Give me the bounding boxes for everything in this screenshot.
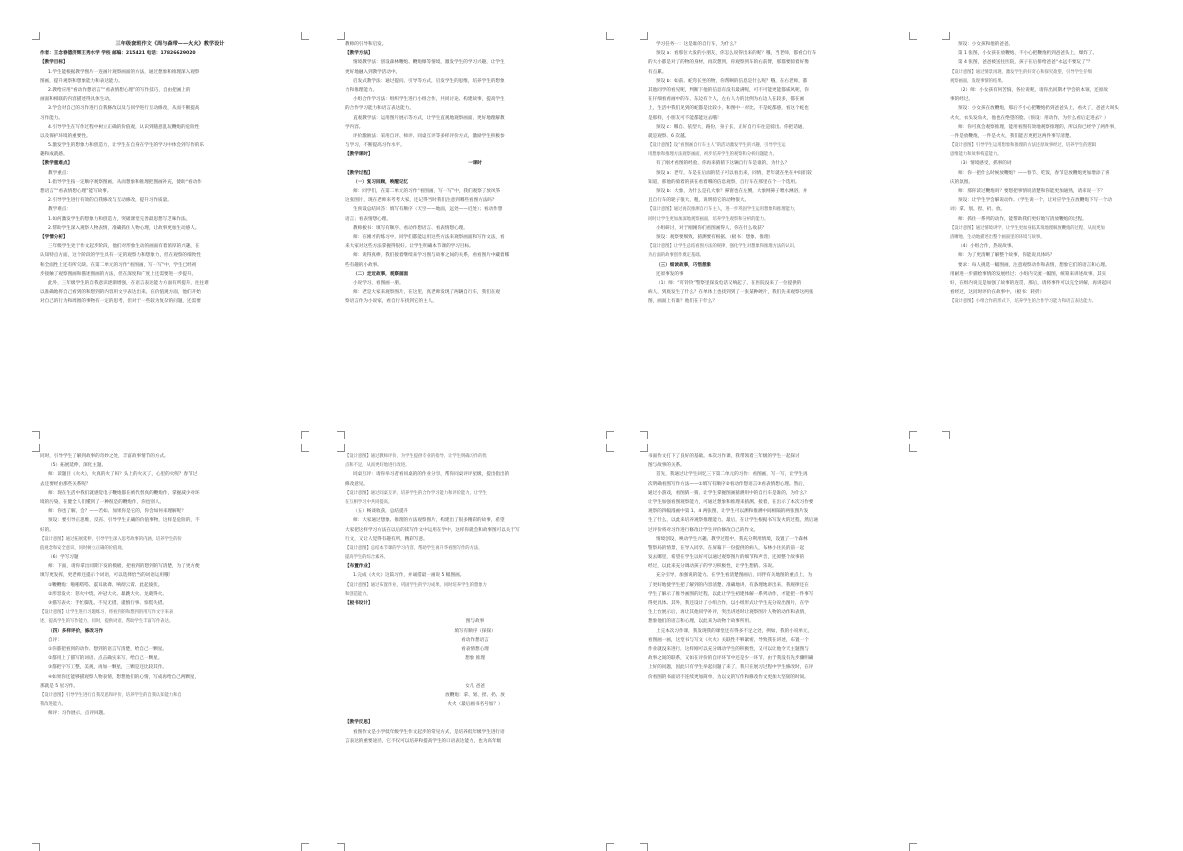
document-page-4 (950, 40, 1183, 430)
text-line: 要求：每人挑选一幅图画，注意观察动作和表情，想象它们的语言和心理。 (958, 262, 1110, 268)
text-line: （3）情境感受，抓事的词 (958, 161, 1012, 167)
crop-mark (909, 32, 917, 40)
text-line: 师：老是大家来观察图片，在这里，真老师发现了两辆自行车，我们在观 (353, 290, 501, 296)
text-line: 次明确看图写作方法——①填写有顺序②看动作想语言③看表情想心理。然后， (648, 481, 808, 487)
text-line: 【布置作业】 (345, 564, 373, 570)
text-line: 更好地融入到教学活动中。 (345, 69, 401, 75)
text-line: 境的污染，在健全人们懂到了一种很是的鞭炮作，你也别人。 (40, 499, 165, 505)
text-line: 教师的引导和启发。 (345, 42, 387, 47)
text-line: 有了刚才看图的经验，你再来猜猜下这辆自行车是谁的，为什么？ (656, 161, 790, 167)
text-line: 图，画面上有谁？他们在干什么？ (648, 299, 717, 305)
crop-mark (640, 32, 648, 40)
text-line: 去还要经由那些关系呢？ (40, 481, 91, 487)
text-line: 同时，引导学生了解到故事的奇妙之处，丰富故事情节的方式。 (40, 454, 169, 459)
text-line: 为后面的故事创作奠定基础。 (648, 253, 704, 259)
text-line: 预设 a：看那位大发的小朋友，你怎么说得出来的呢？哦，当老师，都看自行车 (656, 51, 817, 57)
text-line: （四）多样评价，修改习作 (48, 628, 104, 634)
text-line: 评价激励法：采用自评、师评、同桌互评等多样评价方式，激励学生积极参 (353, 133, 505, 139)
text-line: 和创造能力。 (345, 591, 371, 597)
document-page-3 (648, 40, 908, 430)
text-line: 好的。 (40, 527, 54, 533)
text-line (345, 673, 605, 682)
text-line: 值观念和安全意识，同时树立正确的价值观。 (40, 545, 126, 551)
text-line: ②都用上了描写的词语、点击确实来写，给自己一颗星。 (48, 656, 163, 662)
text-line: 同时让学生更加加深地观察画面，培养学生观察和分析的能力。 (648, 216, 769, 222)
text-line: 警察局的情景，在导入同享，在屏幕下一份提供的病人，布林小住民的前一起 (648, 545, 805, 551)
crop-mark (909, 843, 917, 851)
text-line: 还原事发的事 (656, 271, 684, 277)
text-line: 以准确地将自己看到的和想到的内容用文字表达出来。在价值观方面，他们开始 (40, 290, 201, 296)
text-line: 【教学课时】 (345, 152, 373, 158)
text-line: 【设计意图】设“看图画自行车主人”的活动激发学生的兴趣，引导学生运 (648, 143, 786, 149)
text-line: 词）拿、划、捏、扔、放。 (950, 207, 1006, 213)
document-page-2 (345, 40, 605, 430)
crop-mark (640, 843, 648, 851)
text-line: 述，提高学生的写作能力，同时，提供词语，帮助学生丰富写作表达。 (40, 619, 174, 625)
text-line: 一课时 (468, 161, 482, 167)
crop-mark (301, 444, 309, 452)
crop-mark (337, 843, 345, 851)
text-line: 察语言作为小说家，看自行车找到它的主人。 (345, 299, 437, 305)
text-line: 【设计意图】通过同桌互评，培养学生的合作学习能力和评价能力，让学生 (345, 490, 487, 496)
text-line: 对自己的行为和周围的事物有一定的思考，但对于一些较为复杂的问题，还需要 (40, 299, 201, 305)
text-line: 预设：要引导正思维，反省、引导学生正确的价值事物，这样是危险的，不 (48, 518, 200, 524)
text-line: 其他同学的看见呢，判断下他的信息有没有最满呢，可不可能更能都威风呢，你 (648, 87, 809, 93)
text-line: 【设计意图】通过再次推测自行车主人，进一步巩固学生运用想象和推理能力， (648, 207, 799, 213)
text-line: 【设计意图】通过布置作业，巩固学生的学习成果，同时培养学生的想象力 (345, 582, 487, 588)
text-line: 事的经过。 (950, 97, 973, 103)
crop-mark (606, 32, 614, 40)
text-line: 预设：小女孩在放鞭炮，那后不小心把鞭炮扔到爸爸头上，看火了，爸爸大叫头 (958, 106, 1119, 112)
text-line: 教师板书：填写有顺序、看动作想语言、看表情想心理。 (353, 225, 468, 231)
text-line: 习作能力。 (40, 115, 63, 121)
text-line: 3.学会对自己的习作进行自我修改以及与同学进行互动修改，从而不断提高 (48, 106, 200, 112)
text-line: 师：大家通过想象、推理的方法观察图片，构建出了很多精彩的故事，希望 (353, 518, 505, 524)
text-line: 【设计意图】引导学生进行自我反思和评价，培养学生的自我认知能力和自 (40, 692, 182, 698)
text-line: 生了什么，以此来培养观察推理能力。最后，在让学生根据书写发火的过程，然后通 (648, 518, 818, 524)
text-line: 庆的氛围。 (950, 179, 973, 185)
text-line: 是那样，小朋友可不能都能这去哦！ (648, 115, 722, 121)
text-line: 看表情想心理 (461, 646, 489, 652)
crop-mark (337, 444, 345, 452)
text-line: 预设 b：大象，为什么是孔大象？鼻窗也在左侧，大象网鼻子喂水淋浴，并 (656, 189, 808, 194)
crop-mark (32, 444, 40, 452)
text-line: （6）学写习题 (48, 555, 79, 561)
text-line: 【设计意图】引导学生运用想象和推理的方法还原故事经过，培养学生的逻辑 (950, 143, 1097, 149)
crop-mark (301, 32, 309, 40)
text-line: （二）走近故事，观察画面 (353, 271, 409, 277)
text-line: 认知特点方面，这个阶段的学生具有一定的观察力和想象力，但在观察的细致性 (40, 253, 201, 259)
text-line: 师：读题目《火火》，火真的火了吗？头上的火灭了，心里的火呢？春节过 (48, 472, 198, 478)
text-line: 自评： (48, 637, 62, 643)
text-line: 一件是放鞭炮，一件是火火，我们能否更把这两件事写清楚。 (950, 133, 1075, 139)
text-line: 看动作想语言 (461, 637, 489, 643)
text-line: 学习任务一：这是谁的自行车，为什么？ (656, 42, 739, 47)
crop-mark (640, 444, 648, 452)
document-page-7 (648, 452, 908, 842)
text-line: 言表达的重要途径，它不仅可以培养和提高学生的口语表达能力，也为高年级 (345, 738, 502, 744)
text-line: 火火，衣头发角火，他也在绝望的脸。（预设：用动作，为什么看后走进去？） (950, 115, 1109, 121)
text-line: （五）畅谈收获，总结提升 (353, 509, 409, 515)
text-line: （2）师：小女孩有何苦恼，各位说呢，请你出同期才学会的本领，还原故 (958, 87, 1108, 93)
text-line: 师：在刚才的练习中，同学们都能运用这些方法来观察画面和写作文法，看 (353, 234, 505, 240)
text-line: 且自行车的轮子很大，粗，说明骑它的动物很大。 (648, 198, 750, 204)
text-line: 图与故事的关系。 (648, 463, 685, 469)
text-line: 师评：习作展示，点评回题。 (48, 711, 108, 717)
text-line: 思维能力和故事构造能力。 (950, 152, 1002, 158)
text-line: 师：你可真会观察推理，能用看图有效地观察推理的，所以你已经学了两件事， (958, 124, 1119, 130)
text-line: 通过小游戏，看图猜一猜，让学生掌握图画猜测用中的自行车是谁的，为什么？ (648, 490, 809, 496)
document-page-5 (40, 452, 300, 842)
text-line: 些有趣的小故事。 (345, 262, 382, 268)
text-line: ③描写表火：手忙脚乱、不见无措、谨慎行事、惊慌失措。 (48, 601, 167, 606)
text-line: 预设 a：老年，车是在后面的装子可以看出来，同情，老年就在坐在中间们较 (656, 170, 812, 176)
text-line: 点和不足，从而更好地进行改进。 (345, 463, 410, 469)
text-line: 的合作学习能力和语言表达能力。 (345, 106, 414, 112)
text-line: 三年级学生处于作文起步阶段，他们对形象生动的画面有着浓厚的兴趣，在 (48, 244, 200, 250)
text-line: 三年级套班作文《周与森带——火火》教学设计 (115, 41, 225, 47)
text-line: ④如果你还能够描观察人物表情，想想他们的心情，写成再给自己两颗星， (48, 674, 200, 680)
text-line: 观察的四幅漫画中第 1、4 两张图，让学生可以测和推测中间相隔的两张图片发 (648, 509, 809, 515)
text-line: 作者：王念春德济辉王秀水学 学校 邮编：215421 电话：17826629020 (40, 51, 196, 57)
text-line: 师：说得真棒，我们接着继续来学习图与故事之间的关系，看看图片中藏着哪 (353, 253, 510, 259)
text-line: 【设计意图】总结本节课的学习内容，帮助学生再升华看图写作的方法， (345, 545, 483, 551)
crop-mark (32, 32, 40, 40)
text-line: 【设计意图】通过情境讲学，让学生更加身临其境地理解放鞭炮的过程，从而更加 (950, 225, 1105, 231)
text-line: 【教学方法】 (345, 51, 373, 57)
text-line: 提高学生的综合素养。 (345, 555, 388, 561)
text-line: 故事之间的联系，又如在评价的自评环节中还是少一环节，由于我没有先步骤明确 (648, 656, 814, 662)
text-line: 填写有顺序（探探） (454, 628, 496, 634)
text-line: 想象 推理 (465, 656, 485, 662)
text-line: 【设计意图】通过拓展延伸，引导学生深入思考故事的内涵，培养学生的价 (40, 536, 182, 542)
text-line: 就是观察、6 次越。 (648, 133, 690, 139)
text-line: 行文，又让人觉得有趣有所，精彩写意。 (345, 536, 428, 542)
text-line: 价看图的书面语不连续更加简单，为以文的写作和修改作文更加大坚韧的时间。 (648, 674, 809, 680)
text-line: 过评价将对习作进行修改让学生评价修改自己的作文。 (648, 527, 759, 533)
document-page-1 (40, 40, 300, 430)
text-line: 生预设总结回答：填写有顺序（天空——地面，远处——近处）；看动作想 (353, 207, 503, 213)
text-line: 发去哪里，希望在学生以好可以通过观察图片的细节和声音，还原整个故事的 (648, 555, 805, 561)
text-line: 观察画面，发现事情的结果。 (950, 78, 1006, 84)
crop-mark (301, 843, 309, 851)
crop-mark (909, 444, 917, 452)
crop-mark (337, 431, 345, 439)
text-line: （三）细读故事，巧悟想象 (656, 262, 712, 268)
text-line: 想象他们的语言和心理，以此来为动物个故事所用。 (648, 619, 754, 625)
text-line: 【设计意图】小组合作的形式下，培养学生的合作学习能力和语言表达能力。 (950, 299, 1097, 305)
text-line: （5）拓展延伸，深化主题。 (48, 463, 107, 469)
crop-mark (32, 431, 40, 439)
text-line: 和全面性上还有所欠缺。在第二单元的习作“看图画，写一写”中，学生已经初 (40, 262, 197, 268)
text-line: 图与故事 (465, 619, 485, 625)
text-line: 5.激发学生的想象力和创造力，让学生在自身在学生的学习中体会到写作的乐 (48, 143, 204, 149)
text-line: 学生了解示了推导画图的过程，以此让学生初建体解一系列动作，才能把一件事写 (648, 591, 814, 597)
text-line: 2.帮助学生深入观察人物表情，准确抓住人物心理，让故事更加生动感人。 (48, 225, 200, 231)
text-line: 【设计意图】通过情景再现，激发学生的好奇心和探究欲望，引导学生仔细 (950, 69, 1092, 75)
text-line: 启发式教学法：通过提问、引导等方式，启发学生的思维，培养学生的想象 (353, 78, 505, 84)
text-line: 清晰地、生动地描述出整个画面里的环境与故事。 (950, 234, 1045, 240)
text-line (345, 709, 605, 718)
text-line: 预设：让学生学会解说动作。（学生说一个，让对应学生在放鞭炮下写一个动 (958, 198, 1112, 204)
text-line: 此外，三年级学生的自我意识逐渐增强，在语言表达能力方面有所提升，往往难 (48, 280, 209, 286)
text-line: 首先，我通过让学生回忆三下第二单元的习作：看图画，写一写，让学生再 (656, 472, 808, 478)
crop-mark (337, 32, 345, 40)
text-line: （4）小组合作，热说故事。 (958, 244, 1017, 250)
crop-mark (942, 431, 950, 439)
text-line: 2.引导学生进行有效的自我修改与互动修改，提升习作质量。 (48, 198, 172, 204)
text-line: 经过，以此来充分调动孩子的学习积极性，让学生想猜、乐说。 (648, 564, 777, 570)
text-line: ③都把字写工整，美观，再加一颗星，三颗是还比较其作。 (48, 665, 167, 671)
text-line: 小组合作学习法：组织学生进行小组合作，共同讨论、构建故事，提高学生 (353, 97, 505, 103)
text-line: 上好的问题，因此只有学生举起问题了来了，我只在展习过程中学生修改时，在评 (648, 665, 814, 671)
text-line: 与学习，不断提高习作水平。 (345, 143, 405, 149)
crop-mark (32, 843, 40, 851)
text-line: 用想象和推理方法观察画面，初步培养学生的观察和分析问题能力。 (648, 152, 777, 158)
text-line: 知道，那他的骑着的孩在看着哪的信息观察，自行车在那里在个一个选用。 (648, 179, 800, 185)
text-line: 学内容。 (345, 124, 364, 130)
text-line: 步接触了观察图画和描述图画的方法，但在深度和广度上还需要进一步提升。 (40, 271, 197, 277)
text-line: 第 4 张图，爸爸被送往医院，孩子在后排给爸爸“永远不要玩了”？ (958, 60, 1093, 66)
text-line: 【教学过程】 (345, 170, 373, 176)
text-line: 病人，到底发生了什么？在单体上也找到到了一张某种硬片，我们先来观察这两张 (648, 290, 814, 296)
text-line: 让学生加强看图观察能力，可通过想象和推理来猜测。接着，在出示了本次习作要 (648, 499, 814, 505)
text-line: 来大家对这些方法掌握得很好。让学生明确本节课的学习目标。 (345, 244, 474, 250)
text-line: 1.如何激发学生的想象力和创造力，突破课堂完善最思想写乏味作法。 (48, 216, 191, 222)
text-line: 第 1 张图，小女孩在放鞭炮，不小心把鞭炮扔到爸爸头上，爆炸了。 (958, 51, 1098, 57)
text-line: 书面作文打下了良好的基础。本次习作课，我带领着三年级的学生一起探讨 (648, 454, 800, 459)
text-line: 师：现在生活中我们就感觉电子鞭炮都在被代替真的鞭炮作，掌握减少对环 (48, 490, 200, 496)
text-line: ②形容发火：怒火中烧、冲冠大火、暴跳大火、龙葳得火。 (48, 591, 167, 597)
text-line: 在仔细看看画中的车，东边有个人，左右人力的比例为右边人在较多，都在画 (648, 97, 805, 103)
text-line: 以及保护环境的重要性。 (40, 133, 91, 139)
text-line: 看经过，这同时评价在故事中。（板书：转折） (950, 290, 1045, 296)
text-line: 预设：观察要细致、猜测要有根据、（板书：想象、推理） (656, 234, 774, 240)
text-line: 教学难点： (48, 207, 71, 213)
text-line: 师：那你读过鞭炮吗？要想把事情说清楚和你能更加通熟，请来说一下？ (958, 189, 1106, 194)
text-line: ①鞭鞭炮：啪啪嗒嗒、震耳欲聋、响彻云霄、此起彼伏。 (48, 582, 163, 588)
text-line: 上，生活中我们见到的蛇都是比较小，和图中一对比，不是蛇都感，看这个蛇也 (648, 106, 809, 112)
text-line: 好，在组内说完是加强了故事的连贯，那后，请将事件可以完全讲解，再讲起回 (950, 280, 1111, 286)
text-line: 【设计意图】通过教师评价，为学生提供专业的指导，让学生明确习作的优 (345, 454, 487, 459)
text-line: 师：你也了解，会？——若如、加果你是它的，你会如何来理解呢？ (48, 509, 186, 515)
text-line: 直观教学法：运用图片展示等方式，让学生直观地观察画面，更好地理解教 (353, 115, 505, 121)
text-line: 这张图片，现在老师来考考大家，还记得当时我们注意到哪些看图方法吗？ (345, 198, 497, 204)
crop-mark (606, 843, 614, 851)
text-line: 那就是 5 星习作。 (40, 683, 79, 689)
text-line: 的大小都是对了的物的身材，再次想到，你观察到车的右前臂，那都要骑着好像 (648, 60, 809, 66)
crop-mark (640, 431, 648, 439)
text-line (345, 663, 605, 672)
crop-mark (606, 444, 614, 452)
text-line: 力和推理能力。 (345, 87, 378, 93)
text-line: 大家把这样学习方法在以后的读写作文中运用在学中，这样你就会和故事图可以关于写 (345, 527, 520, 533)
document-page-6 (345, 452, 605, 842)
text-line: 语言；看表情想心理。 (345, 216, 391, 222)
text-line: 【板书设计】 (345, 601, 373, 606)
text-line: 预设 b：如前、蛇弯长坐的物，你帮啊的信息是什么呢？哦，在右老师，都 (656, 78, 808, 84)
text-line: 得更具体。其外，我还设计了小组合作，以小组形式让学生充分说出图片，在学 (648, 601, 809, 606)
text-line: 女儿 爸爸 (465, 683, 485, 689)
text-line: 1.指导学生按一定顺序观察图画，从而想象和推理把图画补充，使助“看动作 (48, 179, 202, 185)
text-line: 看图画一画，这堂书与写文《火火》关联性不够紧密，导致我在讲述，布置一个 (648, 637, 809, 643)
text-line: 同桌互评：请你举习者看同桌的的作业分享，帮你同桌评评星级，提出指出的 (353, 472, 510, 478)
text-line: 了更好地使学生把了解到的内容清楚、准确地讲，有条理地讲出来，我规律还在 (648, 582, 809, 588)
text-line: 小组研讨，对于刚刚你们看图画得人，你在什么收获？ (656, 225, 767, 231)
text-line: 预设：小女孩和他的爸爸。 (958, 42, 1014, 47)
text-line: 作业就没来进行，这样刚可以充分调动学生的积极性，又可以让他令天主题图与 (648, 646, 809, 652)
text-line: 【教学目标】 (40, 60, 68, 66)
text-line: 填写更发挥，更老师还提示个词语，可以选择恰当的词语运用哦！ (40, 573, 174, 579)
text-line: 2.教给应用“看动作想语言”“看表情想心理”的写作技巧，自由把画上的 (48, 87, 191, 93)
text-line: （一）复习回顾，唤醒记忆 (353, 179, 409, 185)
text-line: 想语言”“看表情想心理”能写故事。 (40, 189, 112, 194)
text-line: 【设计意图】让学生进行习题练习，将看到的和想到的用写作文字来表 (40, 610, 174, 616)
text-line: 1.学生能根据教学图片一连画片观察画面的方法，通过想象和推理深入观察 (48, 69, 200, 75)
text-line: 师：同学们，在第二单元的习作“看图画，写一写”中，我们观察了放风筝 (353, 189, 501, 194)
text-line: 有点累。 (648, 69, 667, 75)
text-line: 4.引导学生在写作过程中树立正确的价值观，认识到随意乱玩鞭炮的危险性 (48, 124, 200, 130)
text-line: 小说学习，看图画一册。 (353, 280, 404, 286)
text-line: 教学重点： (48, 170, 71, 176)
crop-mark (301, 431, 309, 439)
text-line: 师：抓住一系列的动作，能帮助我们更好地写清放鞭炮的过程。 (958, 216, 1087, 222)
text-line: 师：为了更清晰了解整个故事，你能说具体吗？ (958, 253, 1055, 259)
text-line: 看图作文是小学低年级学生作文起步的常见方式，是培养低年级学生进行语 (353, 729, 505, 735)
text-line: 【教学反思】 (345, 720, 373, 726)
text-line: 趣和成就感。 (40, 152, 68, 158)
text-line: 图画，提升观察和想象能力和表达能力。 (40, 78, 123, 84)
text-line: ①你都把看到的动作、想到的语言写清楚，给自己一颗星。 (48, 646, 167, 652)
text-line: 放鞭炮：拿、划、捏、扔、放 (445, 692, 505, 698)
text-line: 预设 c：哪自、依型大，路份，身子长，正好自行车往是骑出。你把话通， (656, 124, 807, 130)
text-line: 用耐进一步描绘事情的发展经过；小组内交流一幅图，统筹来讲述故事，其实 (950, 271, 1107, 277)
crop-mark (909, 431, 917, 439)
text-line: 修改意见。 (345, 481, 368, 487)
crop-mark (942, 32, 950, 40)
text-line: 情境创设，唤动学生兴趣。教学过程中，我充分利用情境，设置了一个森林 (656, 536, 808, 542)
text-line: 在互相学习中共同提高。 (345, 499, 393, 505)
crop-mark (606, 431, 614, 439)
text-line: 充分引导，加强说的能力。在学生看清楚图画后，同伴有关地图的重点上，为 (656, 573, 813, 579)
text-line: 师：下面，请你拿出同期下发的模板，把看到的想到的写清楚，为了更方便 (48, 564, 200, 570)
text-line: 【学情分析】 (40, 234, 68, 240)
text-line: 【教学重难点】 (40, 161, 73, 167)
text-line (345, 608, 605, 617)
text-line: 1.完成《火火》这篇习作，并诵借最一画说 5 幅图画。 (353, 573, 465, 579)
text-line: 火火（最后画书名号加？） (447, 702, 503, 708)
text-line: 生上台展示后，再让其他同学补评，突出讲述时让观察图片人物的动作和表情， (648, 610, 809, 616)
text-line: 画面和相联的内容描述得具体生动。 (40, 97, 114, 103)
text-line: 上完本次习作课，我发现我的课堂还有得多不足之处，例如，我的小说单元， (656, 628, 813, 634)
text-line: （1）师：“叮铃铃”警察里探发电话又响起了，在医院没来了一位提供的 (656, 280, 802, 286)
text-line: 师：你一把什么时候放鞭炮？——春节、吃饭，春节是放鞭炮更加增添了喜 (958, 170, 1110, 176)
text-line: 我改进能力。 (40, 702, 66, 708)
text-line: 情境教学法：创设森林鞭炮、鞭炮爆等情境，激发学生的学习兴趣，让学生 (353, 60, 505, 66)
text-line: 【设计意图】让学生总结看图方法的规律，强化学生对想象和推理方法的认识， (648, 244, 799, 250)
